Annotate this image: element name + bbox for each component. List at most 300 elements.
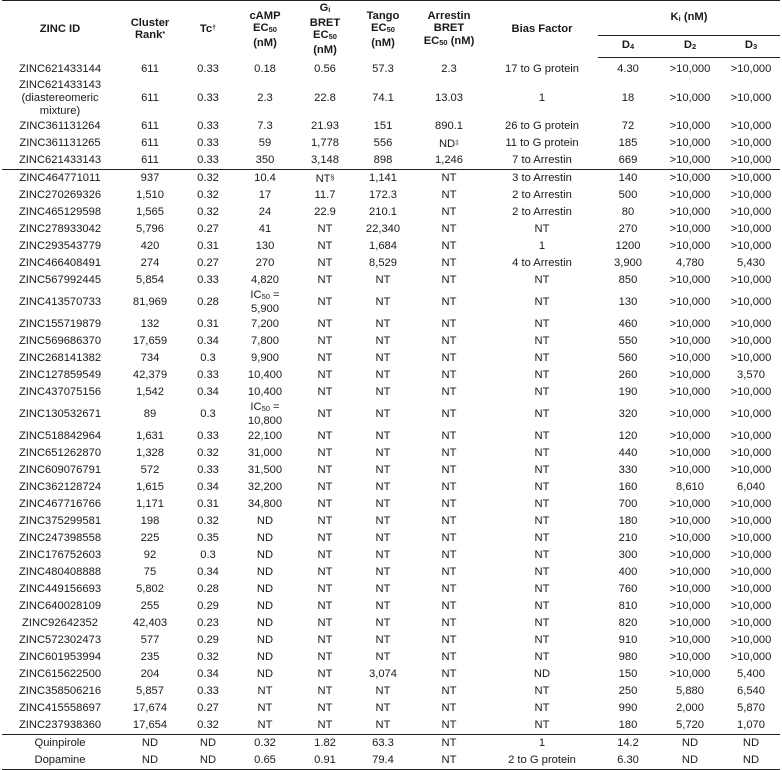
arrestin-bret-ec50-cell [412, 615, 486, 632]
header-bias-factor-label: Bias Factor [511, 23, 573, 35]
gi-bret-ec50-value: NT [317, 223, 333, 235]
camp-ec50-cell [234, 272, 296, 289]
ki-d3-value: >10,000 [730, 464, 772, 476]
gi-bret-ec50-value: NT [317, 352, 333, 364]
ki-d3-cell [722, 255, 780, 272]
cluster-rank-value: 5,857 [136, 685, 164, 697]
tc-cell [182, 683, 234, 700]
cluster-rank-cell [118, 152, 182, 170]
gi-bret-ec50-cell [296, 615, 354, 632]
ki-d3-value: >10,000 [730, 274, 772, 286]
cluster-rank-cell [118, 700, 182, 717]
tango-ec50-value: NT [375, 634, 391, 646]
camp-ec50-value: 10,400 [247, 386, 283, 398]
bias-factor-cell [486, 221, 598, 238]
tango-ec50-cell [354, 78, 412, 118]
header-d2-sub: 2 [691, 42, 697, 52]
gi-bret-ec50-cell [296, 649, 354, 666]
cluster-rank-cell [118, 78, 182, 118]
gi-bret-ec50-cell [296, 367, 354, 384]
ki-d4-value: 500 [618, 189, 638, 201]
tango-ec50-cell [354, 333, 412, 350]
header-d3 [722, 36, 780, 58]
camp-ec50-value: NT [257, 719, 273, 731]
bias-factor-value: 1 [538, 240, 546, 252]
arrestin-bret-ec50-value: NT [441, 335, 457, 347]
tango-ec50-value: NT [375, 583, 391, 595]
bias-factor-cell [486, 649, 598, 666]
gi-bret-ec50-cell [296, 78, 354, 118]
header-d3-label: D [744, 39, 753, 52]
tc-cell [182, 367, 234, 384]
zinc-id-value: ZINC361131264 [19, 120, 101, 132]
tc-cell [182, 170, 234, 188]
ki-d3-cell [722, 384, 780, 401]
camp-ec50-value: ND [256, 600, 274, 612]
gi-bret-ec50-cell [296, 513, 354, 530]
zinc-id-value: ZINC621433144 [18, 62, 102, 75]
ki-d4-value: 669 [618, 154, 638, 166]
ki-d4-value: 140 [618, 172, 638, 184]
zinc-id-cell [2, 272, 118, 289]
table-row [2, 401, 780, 428]
cluster-rank-value: 5,802 [136, 583, 164, 595]
ki-d4-cell [598, 735, 658, 753]
zinc-id-cell [2, 445, 118, 462]
bias-factor-value: NT [534, 408, 550, 420]
ki-d3-cell [722, 513, 780, 530]
header-gi-ec: EC [313, 29, 329, 42]
cluster-rank-value: 42,403 [132, 617, 168, 629]
gi-bret-ec50-cell [296, 445, 354, 462]
arrestin-bret-ec50-value: NT [441, 430, 457, 442]
ki-d3-cell [722, 135, 780, 152]
cluster-rank-value: 274 [140, 257, 160, 269]
zinc-id-cell [2, 187, 118, 204]
ki-d3-cell [722, 204, 780, 221]
arrestin-bret-ec50-value: NT [441, 754, 457, 766]
cluster-rank-cell [118, 272, 182, 289]
tc-cell [182, 581, 234, 598]
arrestin-bret-ec50-cell [412, 152, 486, 170]
bias-factor-cell [486, 683, 598, 700]
tc-value: 0.29 [197, 634, 219, 646]
gi-bret-ec50-cell [296, 683, 354, 700]
ki-d2-cell [658, 615, 722, 632]
bias-factor-value: NT [534, 296, 550, 308]
tc-cell [182, 350, 234, 367]
ki-d2-cell [658, 170, 722, 188]
header-d2-label: D [683, 39, 692, 52]
tc-cell [182, 479, 234, 496]
ki-d3-value: >10,000 [730, 566, 772, 578]
tc-cell [182, 530, 234, 547]
gi-bret-ec50-cell [296, 58, 354, 79]
arrestin-bret-ec50-cell [412, 547, 486, 564]
tango-ec50-value: NT [375, 447, 391, 459]
arrestin-bret-ec50-cell [412, 58, 486, 79]
zinc-id-value: ZINC449156693 [18, 583, 102, 595]
zinc-id-cell [2, 615, 118, 632]
cluster-rank-cell [118, 58, 182, 79]
cluster-rank-value: 198 [140, 515, 160, 527]
ki-d4-cell [598, 333, 658, 350]
zinc-id-value: ZINC247398558 [18, 532, 102, 544]
zinc-id-cell [2, 255, 118, 272]
gi-bret-ec50-cell [296, 118, 354, 135]
camp-ec50-cell [234, 384, 296, 401]
arrestin-bret-ec50-value: NT [441, 651, 457, 663]
cluster-rank-value: 1,328 [136, 447, 164, 459]
header-gi-bret [296, 1, 354, 58]
bias-factor-value: NT [534, 464, 550, 476]
gi-bret-ec50-cell [296, 735, 354, 753]
gi-bret-ec50-value: NT [317, 335, 333, 347]
header-d3-sub: 3 [752, 42, 758, 52]
ki-d3-cell [722, 615, 780, 632]
tango-ec50-cell [354, 135, 412, 152]
bias-factor-cell [486, 333, 598, 350]
ki-d2-value: >10,000 [669, 223, 711, 235]
table-row [2, 118, 780, 135]
gi-bret-ec50-cell [296, 255, 354, 272]
cluster-rank-value: 42,379 [132, 369, 168, 381]
tc-cell [182, 632, 234, 649]
ki-d4-cell [598, 289, 658, 316]
gi-bret-ec50-value: NT [317, 685, 333, 697]
ki-d2-cell [658, 289, 722, 316]
arrestin-bret-ec50-cell [412, 135, 486, 152]
tc-value: 0.34 [197, 668, 219, 680]
ki-d2-value: 8,610 [676, 481, 704, 493]
tc-value: 0.34 [197, 481, 219, 493]
camp-value: 5,900 [251, 303, 279, 315]
zinc-id-cell [2, 632, 118, 649]
zinc-id-cell [2, 118, 118, 135]
ki-d3-value: >10,000 [730, 408, 772, 420]
camp-ec50-cell [234, 428, 296, 445]
ki-d2-value: >10,000 [669, 91, 711, 104]
ki-d4-cell [598, 666, 658, 683]
bias-factor-value: NT [534, 274, 550, 286]
camp-ec50-cell [234, 735, 296, 753]
ki-d4-value: 18 [621, 91, 635, 104]
gi-bret-ec50-value: NT [317, 408, 333, 420]
gi-bret-ec50-value: 22.9 [314, 206, 336, 218]
cluster-rank-cell [118, 135, 182, 152]
cluster-rank-cell [118, 428, 182, 445]
camp-ec50-cell [234, 581, 296, 598]
zinc-id-value: ZINC615622500 [18, 668, 102, 680]
zinc-id-value: ZINC621433143 [18, 154, 102, 166]
tc-value: 0.32 [197, 447, 219, 459]
ki-d3-value: >10,000 [730, 172, 772, 184]
gi-bret-ec50-cell [296, 170, 354, 188]
gi-bret-ec50-value: NT [317, 296, 333, 308]
arrestin-bret-ec50-cell [412, 221, 486, 238]
gi-bret-ec50-value: 22.8 [314, 91, 336, 104]
ki-d2-value: >10,000 [669, 318, 711, 330]
zinc-id-value: ZINC567992445 [18, 274, 102, 286]
tango-ec50-value: NT [375, 318, 391, 330]
tango-ec50-value: NT [375, 549, 391, 561]
camp-ec50-value: 7,200 [251, 318, 279, 330]
ki-d3-cell [722, 496, 780, 513]
cluster-rank-cell [118, 221, 182, 238]
tc-value: 0.3 [200, 549, 216, 561]
header-ki [598, 1, 780, 36]
ki-d3-value: >10,000 [730, 352, 772, 364]
camp-ec50-cell [234, 479, 296, 496]
tc-value: 0.28 [197, 583, 219, 595]
table-row [2, 513, 780, 530]
header-tango-sub: 50 [386, 25, 395, 34]
camp-ec50-value: 24 [258, 206, 272, 218]
cluster-rank-cell [118, 316, 182, 333]
bias-factor-value: NT [534, 386, 550, 398]
table-header [2, 1, 780, 58]
arrestin-bret-ec50-value: NT [441, 498, 457, 510]
ki-d4-value: 320 [618, 408, 638, 420]
tc-cell [182, 316, 234, 333]
header-ki-label: K [670, 10, 679, 23]
ki-d4-cell [598, 462, 658, 479]
header-ki-unit: (nM) [683, 10, 708, 23]
bias-factor-cell [486, 78, 598, 118]
cluster-rank-cell [118, 289, 182, 316]
arrestin-bret-ec50-cell [412, 350, 486, 367]
arrestin-bret-ec50-value: NT [441, 189, 457, 201]
ki-d4-value: 400 [618, 566, 638, 578]
header-gi-label: G [319, 2, 329, 15]
arrestin-bret-ec50-value: NT [441, 566, 457, 578]
ki-d4-cell [598, 700, 658, 717]
tango-ec50-value: NT [375, 369, 391, 381]
zinc-id-value: ZINC572302473 [18, 634, 102, 646]
camp-ec50-value: ND [256, 566, 274, 578]
header-arrestin-unit: (nM) [450, 34, 475, 47]
cluster-rank-value: 81,969 [132, 296, 168, 308]
camp-ec50-value: 7.3 [257, 120, 273, 132]
bias-factor-cell [486, 238, 598, 255]
tango-ec50-value: 63.3 [372, 737, 394, 749]
ki-d4-value: 330 [618, 464, 638, 476]
tc-cell [182, 598, 234, 615]
header-d4-sub: 4 [629, 42, 635, 52]
tango-ec50-cell [354, 289, 412, 316]
tc-value: 0.31 [197, 318, 219, 330]
camp-ec50-value: 9,900 [251, 352, 279, 364]
camp-ec50-value: 41 [258, 223, 272, 235]
tc-value: ND [199, 754, 217, 766]
table-row [2, 221, 780, 238]
tc-value: 0.34 [197, 386, 219, 398]
header-zinc-id [2, 1, 118, 58]
ki-d3-value: >10,000 [730, 617, 772, 629]
arrestin-bret-ec50-cell [412, 255, 486, 272]
ki-d4-cell [598, 384, 658, 401]
ki-d3-value: >10,000 [730, 634, 772, 646]
ki-d3-value: >10,000 [730, 223, 772, 235]
tango-ec50-value: 556 [373, 137, 393, 149]
ki-d2-value: >10,000 [669, 154, 711, 166]
cluster-rank-value: 235 [140, 651, 160, 663]
ki-d3-cell [722, 445, 780, 462]
ki-d2-value: >10,000 [669, 206, 711, 218]
camp-ec50-cell [234, 717, 296, 735]
ki-d4-value: 990 [618, 702, 638, 714]
bias-factor-value: 1 [538, 91, 546, 104]
bias-factor-value: 17 to G protein [504, 62, 579, 75]
header-d2 [658, 36, 722, 58]
tango-ec50-cell [354, 58, 412, 79]
zinc-id-value: ZINC127859549 [18, 369, 102, 381]
camp-ec50-value: ND [256, 617, 274, 629]
ki-d2-value: >10,000 [669, 137, 711, 149]
ki-d4-cell [598, 152, 658, 170]
ki-d3-cell [722, 649, 780, 666]
ki-d2-value: ND [681, 737, 699, 749]
arrestin-bret-ec50-cell [412, 445, 486, 462]
header-zinc-id-label: ZINC ID [39, 23, 81, 35]
ki-d3-value: >10,000 [730, 386, 772, 398]
tango-ec50-cell [354, 496, 412, 513]
zinc-id-value: ZINC413570733 [18, 296, 102, 308]
tc-cell [182, 187, 234, 204]
gi-bret-ec50-value: 0.56 [314, 62, 336, 75]
gi-bret-ec50-cell [296, 479, 354, 496]
ki-d3-cell [722, 221, 780, 238]
gi-bret-ec50-value: NT [317, 430, 333, 442]
ki-d4-value: 160 [618, 481, 638, 493]
tc-value: 0.34 [197, 335, 219, 347]
bias-factor-value: NT [534, 549, 550, 561]
ki-d2-value: 5,880 [676, 685, 704, 697]
tc-cell [182, 401, 234, 428]
gi-bret-ec50-value: NT [317, 566, 333, 578]
tc-cell [182, 135, 234, 152]
tango-ec50-cell [354, 735, 412, 753]
tango-ec50-value: 1,684 [369, 240, 397, 252]
ki-d4-value: 850 [618, 274, 638, 286]
camp-ec50-cell [234, 598, 296, 615]
zinc-id-value: ZINC176752603 [18, 549, 102, 561]
arrestin-bret-ec50-cell [412, 632, 486, 649]
ki-d2-cell [658, 367, 722, 384]
table-row [2, 350, 780, 367]
camp-ec50-value: 34,800 [247, 498, 283, 510]
ki-d3-value: 1,070 [737, 719, 765, 731]
ic50-equals: = [269, 401, 280, 413]
ki-d3-cell [722, 598, 780, 615]
tango-ec50-cell [354, 683, 412, 700]
bias-factor-cell [486, 289, 598, 316]
camp-ec50-cell [234, 530, 296, 547]
gi-bret-ec50-cell [296, 272, 354, 289]
cluster-rank-value: 611 [141, 154, 159, 166]
tango-ec50-cell [354, 479, 412, 496]
cluster-rank-value: 420 [140, 240, 160, 252]
arrestin-bret-ec50-value: NT [441, 274, 457, 286]
tango-ec50-value: NT [375, 719, 391, 731]
table-row [2, 581, 780, 598]
ki-d2-value: >10,000 [669, 600, 711, 612]
arrestin-bret-ec50-cell [412, 496, 486, 513]
tango-ec50-value: 74.1 [372, 91, 394, 104]
gi-bret-ec50-value: NT [317, 515, 333, 527]
camp-ec50-value: NT [257, 685, 273, 697]
camp-ec50-value: 0.65 [254, 754, 276, 766]
tc-value: 0.31 [197, 240, 219, 252]
arrestin-bret-ec50-value: 13.03 [435, 91, 463, 104]
cluster-rank-value: 937 [140, 172, 160, 184]
zinc-id-cell [2, 170, 118, 188]
camp-ec50-cell [234, 649, 296, 666]
ki-d3-cell [722, 530, 780, 547]
arrestin-bret-ec50-cell [412, 700, 486, 717]
ki-d2-value: >10,000 [669, 566, 711, 578]
camp-ec50-cell [234, 462, 296, 479]
bias-factor-value: 11 to G protein [505, 137, 579, 149]
zinc-id-cell [2, 462, 118, 479]
arrestin-bret-ec50-value: 2.3 [441, 62, 457, 75]
zinc-id-value: ZINC358506216 [18, 685, 102, 697]
ki-d3-cell [722, 401, 780, 428]
arrestin-bret-ec50-value: NT [441, 447, 457, 459]
gi-bret-ec50-cell [296, 632, 354, 649]
arrestin-bret-ec50-value: 890.1 [435, 120, 463, 132]
ki-d4-value: 80 [621, 206, 635, 218]
ki-d4-value: 130 [618, 296, 638, 308]
gi-bret-ec50-cell [296, 428, 354, 445]
arrestin-bret-ec50-cell [412, 428, 486, 445]
arrestin-bret-ec50-cell [412, 78, 486, 118]
ki-d3-cell [722, 289, 780, 316]
cluster-rank-cell [118, 333, 182, 350]
ki-d3-cell [722, 272, 780, 289]
cluster-rank-cell [118, 513, 182, 530]
zinc-id-cell [2, 428, 118, 445]
camp-ec50-value: 10,400 [247, 369, 283, 381]
ic50-sub: 50 [261, 404, 270, 413]
table-row [2, 445, 780, 462]
gi-bret-ec50-value: NT [317, 617, 333, 629]
zinc-id-cell [2, 367, 118, 384]
tango-ec50-value: NT [375, 352, 391, 364]
tc-value: 0.29 [197, 600, 219, 612]
bias-factor-value: NT [534, 651, 550, 663]
tango-ec50-value: NT [375, 515, 391, 527]
gi-bret-ec50-cell [296, 316, 354, 333]
arrestin-bret-ec50-cell [412, 649, 486, 666]
ki-d2-value: >10,000 [669, 408, 711, 420]
cluster-rank-value: 611 [141, 62, 159, 75]
table-row [2, 272, 780, 289]
gi-bret-ec50-value: 21.93 [311, 120, 339, 132]
ki-d4-value: 910 [618, 634, 638, 646]
zinc-id-cell [2, 401, 118, 428]
arrestin-bret-ec50-value: NT [441, 318, 457, 330]
camp-ec50-value: 270 [255, 257, 275, 269]
bias-factor-cell [486, 350, 598, 367]
gi-bret-ec50-cell [296, 187, 354, 204]
camp-ec50-cell [234, 367, 296, 384]
bias-factor-value: NT [534, 600, 550, 612]
camp-ec50-value: 350 [255, 154, 275, 166]
bias-factor-cell [486, 717, 598, 735]
camp-ec50-cell [234, 204, 296, 221]
ki-d4-value: 550 [618, 335, 638, 347]
